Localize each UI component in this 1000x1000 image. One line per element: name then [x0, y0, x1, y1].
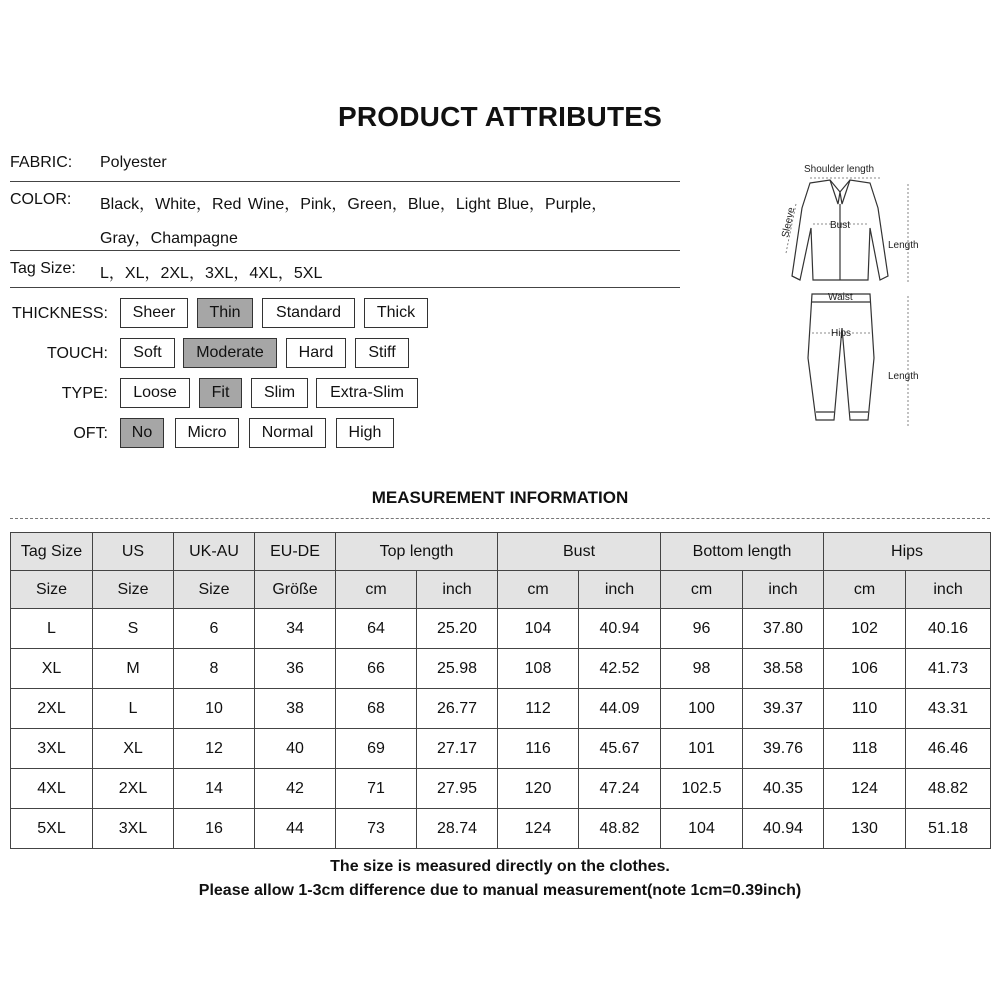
table-cell: 10 — [174, 689, 255, 729]
note-difference: Please allow 1-3cm difference due to manual measurement(note 1cm=0.39inch) — [198, 882, 802, 899]
table-cell: 16 — [174, 809, 255, 849]
table-cell: 42 — [255, 769, 336, 809]
table-cell: 108 — [498, 649, 579, 689]
table-row — [11, 769, 991, 809]
table-cell: XL — [11, 649, 93, 689]
table-cell: 2XL — [93, 769, 174, 809]
option-no-selected: No — [120, 418, 164, 448]
color-label: COLOR: — [10, 191, 72, 208]
table-cell: 47.24 — [579, 769, 661, 809]
table-cell: 48.82 — [579, 809, 661, 849]
option-stiff: Stiff — [355, 338, 409, 368]
table-cell: 100 — [661, 689, 743, 729]
table-cell: 44.09 — [579, 689, 661, 729]
table-cell: 44 — [255, 809, 336, 849]
header-cell: Bust — [498, 533, 661, 571]
bust-text: Bust — [830, 220, 851, 231]
table-cell: 71 — [336, 769, 417, 809]
table-cell: 2XL — [11, 689, 93, 729]
table-cell: 28.74 — [417, 809, 498, 849]
table-cell: 68 — [336, 689, 417, 729]
table-cell: 27.95 — [417, 769, 498, 809]
table-cell: 34 — [255, 609, 336, 649]
table-cell: 26.77 — [417, 689, 498, 729]
option-soft: Soft — [120, 338, 175, 368]
table-cell: 41.73 — [906, 649, 991, 689]
subheader-cell: cm — [824, 571, 906, 609]
table-cell: 42.52 — [579, 649, 661, 689]
table-cell: 46.46 — [906, 729, 991, 769]
table-row — [11, 689, 991, 729]
subheader-cell: Size — [174, 571, 255, 609]
option-normal: Normal — [249, 418, 326, 448]
table-cell: 5XL — [11, 809, 93, 849]
header-cell: Bottom length — [661, 533, 824, 571]
fabric-label: FABRIC: — [10, 154, 73, 171]
table-cell: M — [93, 649, 174, 689]
table-row — [11, 649, 991, 689]
table-cell: 101 — [661, 729, 743, 769]
hips-text: Hips — [831, 328, 852, 339]
table-cell: 40 — [255, 729, 336, 769]
measurement-title: MEASUREMENT INFORMATION — [371, 488, 629, 507]
header-cell: UK-AU — [174, 533, 255, 571]
table-cell: 36 — [255, 649, 336, 689]
table-subheader-row — [11, 571, 991, 609]
subheader-cell: Size — [11, 571, 93, 609]
sleeve-text: Sleeve — [780, 206, 798, 239]
header-cell: EU-DE — [255, 533, 336, 571]
table-cell: 110 — [824, 689, 906, 729]
table-cell: 69 — [336, 729, 417, 769]
table-cell: 38 — [255, 689, 336, 729]
table-cell: 39.76 — [743, 729, 824, 769]
table-cell: 40.94 — [579, 609, 661, 649]
table-cell: S — [93, 609, 174, 649]
divider — [10, 287, 680, 288]
table-cell: 116 — [498, 729, 579, 769]
top-length-text: Length — [888, 240, 919, 251]
tag-size-label: Tag Size: — [10, 260, 76, 277]
garment-diagram — [770, 158, 930, 433]
subheader-cell: cm — [498, 571, 579, 609]
table-cell: 40.94 — [743, 809, 824, 849]
touch-label: TOUCH: — [46, 345, 108, 362]
page-title: PRODUCT ATTRIBUTES — [337, 101, 663, 132]
option-hard: Hard — [286, 338, 346, 368]
table-cell: 64 — [336, 609, 417, 649]
option-fit-selected: Fit — [199, 378, 242, 408]
table-cell: 39.37 — [743, 689, 824, 729]
table-cell: 102 — [824, 609, 906, 649]
table-cell: 45.67 — [579, 729, 661, 769]
table-row — [11, 609, 991, 649]
subheader-cell: Größe — [255, 571, 336, 609]
header-cell: Tag Size — [11, 533, 93, 571]
table-row — [11, 729, 991, 769]
table-cell: 96 — [661, 609, 743, 649]
color-value-continued: Gray，Champagne — [100, 230, 238, 247]
option-extra-slim: Extra-Slim — [316, 378, 418, 408]
divider — [10, 181, 680, 182]
table-row — [11, 809, 991, 849]
option-micro: Micro — [175, 418, 239, 448]
table-cell: 104 — [498, 609, 579, 649]
table-cell: 3XL — [93, 809, 174, 849]
header-cell: US — [93, 533, 174, 571]
table-cell: 66 — [336, 649, 417, 689]
type-label: TYPE: — [61, 385, 108, 402]
table-cell: 14 — [174, 769, 255, 809]
table-cell: 8 — [174, 649, 255, 689]
shoulder-length-text: Shoulder length — [804, 164, 875, 175]
option-loose: Loose — [120, 378, 190, 408]
table-cell: 104 — [661, 809, 743, 849]
table-cell: 73 — [336, 809, 417, 849]
table-cell: 6 — [174, 609, 255, 649]
table-cell: 27.17 — [417, 729, 498, 769]
bottom-length-text: Length — [888, 371, 919, 382]
table-cell: 98 — [661, 649, 743, 689]
table-cell: 25.98 — [417, 649, 498, 689]
option-high: High — [336, 418, 394, 448]
table-cell: 38.58 — [743, 649, 824, 689]
subheader-cell: inch — [743, 571, 824, 609]
pants-drawing — [808, 294, 874, 420]
table-cell: 118 — [824, 729, 906, 769]
option-sheer: Sheer — [120, 298, 188, 328]
table-cell: 112 — [498, 689, 579, 729]
subheader-cell: inch — [579, 571, 661, 609]
fabric-value: Polyester — [100, 154, 167, 171]
header-cell: Hips — [824, 533, 991, 571]
table-cell: L — [11, 609, 93, 649]
table-cell: 43.31 — [906, 689, 991, 729]
table-body — [11, 609, 991, 849]
size-chart-table — [10, 532, 991, 849]
table-cell: 106 — [824, 649, 906, 689]
subheader-cell: inch — [417, 571, 498, 609]
table-cell: 3XL — [11, 729, 93, 769]
subheader-cell: Size — [93, 571, 174, 609]
color-value: Black，White，Red Wine，Pink，Green，Blue，Light Blue，Purple， — [100, 196, 608, 213]
option-thin-selected: Thin — [197, 298, 253, 328]
table-cell: 40.16 — [906, 609, 991, 649]
table-cell: 102.5 — [661, 769, 743, 809]
tag-size-value: L，XL，2XL，3XL，4XL，5XL — [100, 265, 323, 282]
option-thick: Thick — [364, 298, 428, 328]
option-slim: Slim — [251, 378, 308, 408]
table-cell: 37.80 — [743, 609, 824, 649]
option-moderate-selected: Moderate — [183, 338, 277, 368]
note-measured: The size is measured directly on the clothes. — [330, 858, 670, 875]
subheader-cell: cm — [336, 571, 417, 609]
table-cell: XL — [93, 729, 174, 769]
oft-label: OFT: — [73, 425, 108, 442]
table-cell: 124 — [824, 769, 906, 809]
subheader-cell: cm — [661, 571, 743, 609]
thickness-label: THICKNESS: — [11, 305, 108, 322]
table-cell: 25.20 — [417, 609, 498, 649]
table-cell: 124 — [498, 809, 579, 849]
dashed-divider — [10, 518, 990, 519]
subheader-cell: inch — [906, 571, 991, 609]
divider — [10, 250, 680, 251]
option-standard: Standard — [262, 298, 355, 328]
table-cell: 40.35 — [743, 769, 824, 809]
table-cell: L — [93, 689, 174, 729]
table-cell: 51.18 — [906, 809, 991, 849]
header-cell: Top length — [336, 533, 498, 571]
table-cell: 12 — [174, 729, 255, 769]
table-cell: 48.82 — [906, 769, 991, 809]
table-cell: 120 — [498, 769, 579, 809]
table-header-row — [11, 533, 991, 571]
table-cell: 4XL — [11, 769, 93, 809]
waist-text: Waist — [828, 292, 853, 303]
table-cell: 130 — [824, 809, 906, 849]
